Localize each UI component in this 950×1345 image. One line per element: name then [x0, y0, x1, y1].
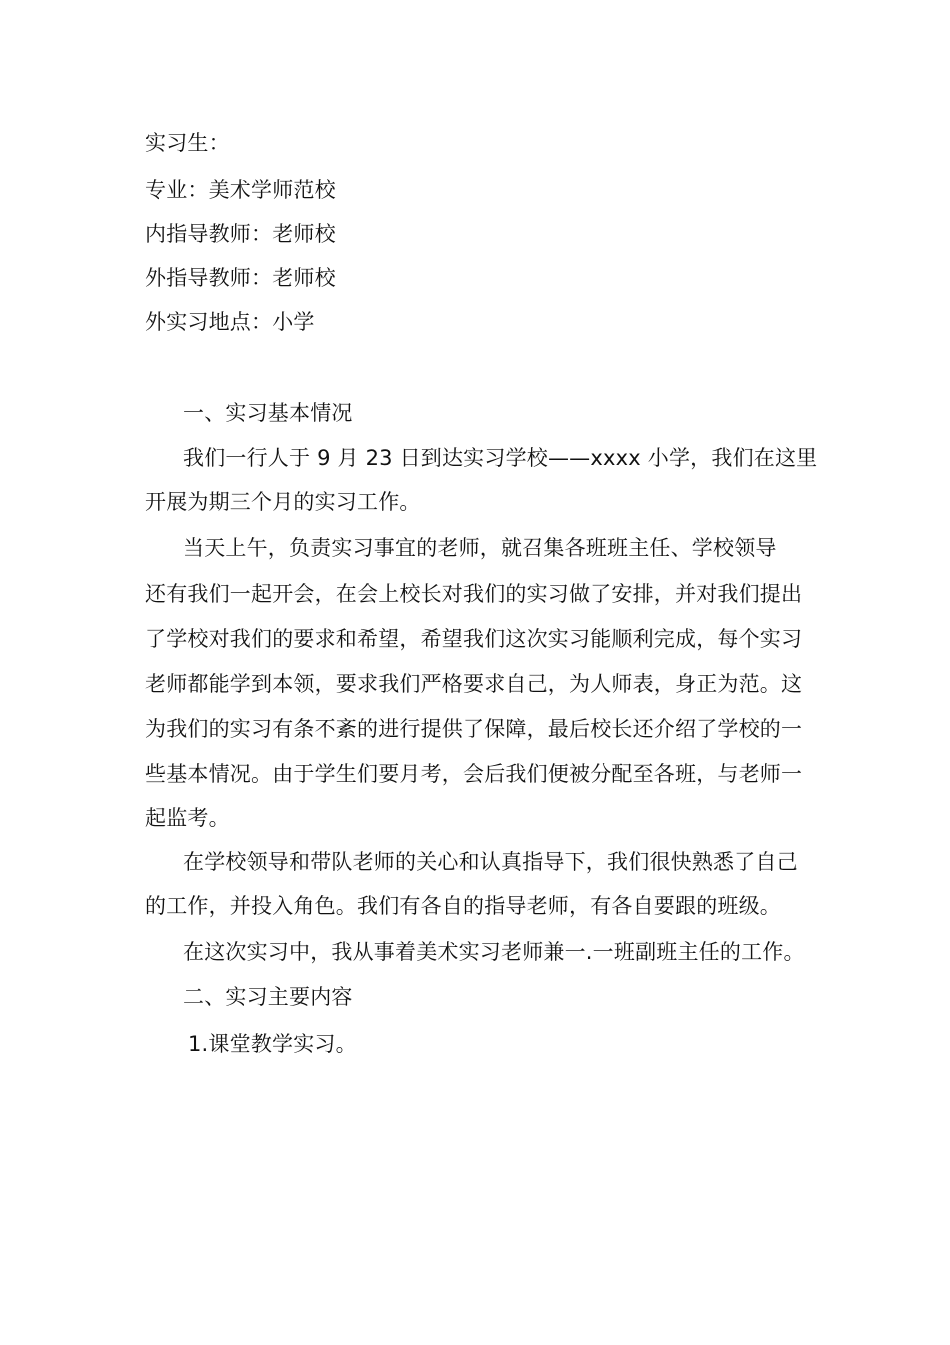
section2-title: 二、实习主要内容: [183, 985, 353, 1009]
paragraph4-line1: 在这次实习中，我从事着美术实习老师兼一.一班副班主任的工作。: [183, 940, 805, 964]
section1-title: 一、实习基本情况: [183, 401, 353, 425]
paragraph3-line2: 的工作，并投入角色。我们有各自的指导老师，有各自要跟的班级。: [145, 894, 781, 918]
list-item-1: 1.课堂教学实习。: [188, 1032, 357, 1056]
paragraph2-line1: 当天上午，负责实习事宜的老师，就召集各班班主任、学校领导: [183, 536, 777, 560]
paragraph3-line1: 在学校领导和带队老师的关心和认真指导下，我们很快熟悉了自己: [183, 850, 798, 874]
external-teacher-line: 外指导教师：老师校: [145, 266, 336, 290]
location-line: 外实习地点：小学: [145, 310, 315, 334]
paragraph2-line6: 些基本情况。由于学生们要月考，会后我们便被分配至各班，与老师一: [145, 762, 803, 786]
internal-teacher-line: 内指导教师：老师校: [145, 222, 336, 246]
paragraph2-line4: 老师都能学到本领，要求我们严格要求自己，为人师表，身正为范。这: [145, 672, 803, 696]
paragraph2-line2: 还有我们一起开会，在会上校长对我们的实习做了安排，并对我们提出: [145, 582, 803, 606]
paragraph1-line1: 我们一行人于 9 月 23 日到达实习学校——xxxx 小学，我们在这里: [183, 446, 818, 470]
paragraph2-line5: 为我们的实习有条不紊的进行提供了保障，最后校长还介绍了学校的一: [145, 717, 803, 741]
paragraph2-line7: 起监考。: [145, 806, 230, 830]
paragraph2-line3: 了学校对我们的要求和希望，希望我们这次实习能顺利完成，每个实习: [145, 627, 803, 651]
intern-label: 实习生：: [145, 131, 230, 155]
paragraph1-line2: 开展为期三个月的实习工作。: [145, 490, 421, 514]
major-line: 专业：美术学师范校: [145, 178, 336, 202]
